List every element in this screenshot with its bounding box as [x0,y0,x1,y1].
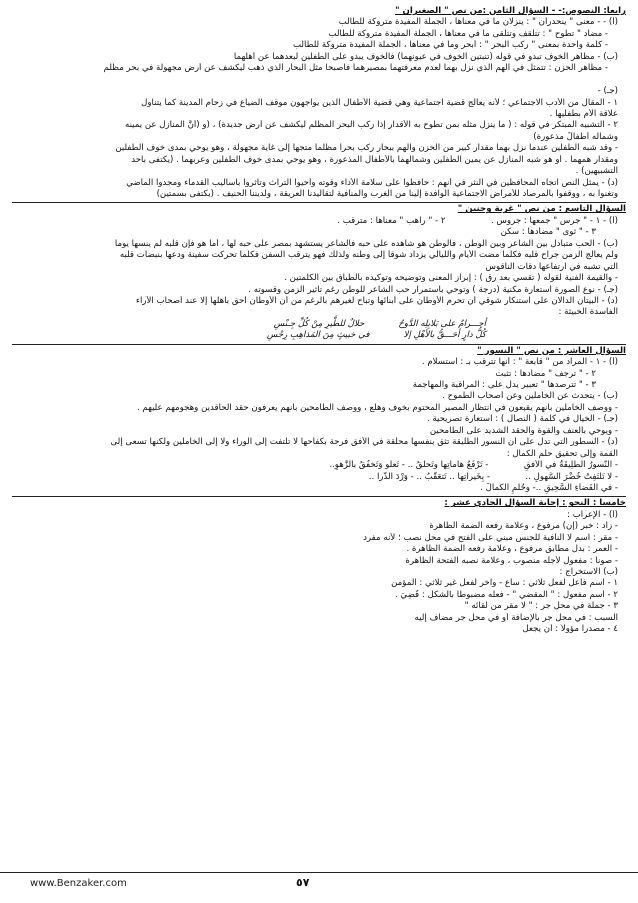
q10-line-1a: - النُّسورُ الطَّلِيقَةُ في الأفقِ [523,460,618,471]
q8-a2: - مضاد " تطوح " : تتلقف وتتلقى ما في معناها ، الجملة المفيدة متروكة للطالب [328,28,608,39]
q9-b3: التي تشبه في ارتفاعها دقات الناقوس [485,261,618,272]
q9-b1: (ب) - الحب متبادل بين الشاعر وبين الوطن ، فالوطن هو شاهده على حبه فالشاعر يستشهد بمصر على حبه لها ، أما هو فإن قلبه لم ينسها يوماً [114,238,618,249]
q8-a1: (أ) - - معنى " ينحدران " : ينزلان ما في معناها ، الجملة المفيدة متروكة للطالب [338,17,618,28]
grammar-a2: - مقر : اسم لا النافية للجنس مبني على الفتح في محل نصب ؛ لأنه مفرد [363,532,618,543]
q8-d1: (د) - يمثل النص اتجاه المحافظين في النثر في أنهم : حافظوا على سلامة الأداء وقوته وأحيوا التراث وتأثروا بأساليب القدماء ومجدوا الماضي [126,177,618,188]
grammar-b3: ٣ - جملة في محل جر : " لا مقر من لقائه " [464,601,618,612]
section-divider [12,496,626,497]
q10-line-3: - في الفَضاءِ السَّحِيقِ ..- وحُلْمِ الكَمالْ . [480,482,618,493]
q10-line-2 [12,472,626,483]
q9-d2: الفاسدة الخبيثة : [558,307,618,318]
q10-a3: ٣ - " تترصدها " تعبير يدل على : المراقبة والمهاجمة [412,380,596,390]
website-link[interactable]: www.Benzaker.com [30,878,127,889]
q10-title: السؤال العاشر : من نص " النسور " [477,345,626,356]
verse-line-1 [12,319,626,330]
grammar-a3: - العمر : بدل مطابق مرفوع ، وعلامة رفعه الضمة الظاهرة . [406,544,618,555]
q9-a1 [12,216,626,227]
q10-d1: (د) - السطور التي تدل على أن النسور الطليقة تثق بنفسها محلقة في الأفق فرحة بكفاحها لا تلتفت إلى الوراء ولا إلى الخاملين ولكنها تسعى إلى [110,437,618,448]
section-divider [12,202,626,203]
grammar-a-head: (أ) - الإعراب : [567,509,618,520]
spacer [12,75,626,86]
verse-1-second-hemistich: حلالٌ للطَّيرِ مِنْ كُلِّ جِـنْسِ [273,318,365,329]
grammar-b1: ١ - اسم فاعل لفعل ثلاثي : ساع - وآخر لفعل غير ثلاثي : المؤمن [391,578,618,589]
q10-d2: القمة وإلى تحقيق حلم الكمال : [506,448,618,459]
q9-b2: ولم يعالج الزمن جراح قلبه فكلما مضت الأيام والليالي يزداد شوقاً إلى وطنه ولذلك فهو يترقب السفن فكلما تحركت سفينة ودعها بنبضات قلبه [119,250,618,261]
q8-c1: ١ - المقال من الأدب الاجتماعي ؛ لأنه يعالج قضية اجتماعية وهي قضية الأطفال الذين يواجهون موقف الضياع في زحام المدينة كما يتناول [141,97,618,108]
q10-b2: - ووصف الخاملين بأنهم يقبعون في انتظار المصير المحتوم بخوف وهلع ، ووصف الطامحين بأنهم يعرفون حقد الحاقدين وهجومهم عليهم . [136,402,618,413]
page-content [12,6,626,636]
verse-2-second-hemistich: في خبيثٍ مِنَ المَذاهِبِ رِجْسِ [266,330,370,341]
q10-a2: ٢ - " ترجف " مضادها : تثبت [495,368,596,379]
q10-line-1b: - تَرْفَعُ هاماتِها وتَحلِّقُ .. - تَعلُو وَتَخفُقُ بالزَّهوِ.. [329,460,489,471]
q9-a1-part1: (أ) - ١ - " جرس " جمعها : جروس . [490,215,618,226]
q9-a2: ٣ - " ثوى " مضادها : سكن [500,227,596,238]
q8-d2: وتغنوا به ، ووقفوا بالمرصاد للأمراض الاجتماعية الوافدة إلينا من الغرب والمنافية لتقاليدنا العريقة ، ولديننا الحنيف . (يكتفى بسمتين) [156,189,618,199]
grammar-b-head: (ب) الاستخراج : [559,567,618,577]
q10-line-1 [12,460,626,471]
grammar-b4: السبب : في محل جر بالإضافة أو في محل جر مضاف إليه [414,612,618,623]
q8-c3c: التشبيهين) . [575,166,618,177]
q9-title: السؤال التاسع : من نص " غربة وحنين " [457,204,626,215]
q10-c2: - ويوحي بالعنف والقوة والحقد الشديد على الطامحين [429,425,618,436]
section-divider [12,344,626,345]
q10-c1: (جـ) - الخيال في كلمة ( النصال ) : استعارة تصريحية . [426,414,618,425]
verse-1-first-hemistich: أحـــرامٌ على بَلابِلِه الدَّوحُ [398,318,486,329]
q8-b2: - مظاهر الحزن : تتمثل في الهم الذي نزل بهما لعدم معرفتهما بمصيرهما فأصبحا مثل البحار الذي ذهب ليكشف عن أرض مجهولة في بحر مظلم [103,63,608,74]
q8-b1: (ب) - مظاهر الخوف تبدو في قوله (تنبتين الخوف في عيونهما) فالخوف يبدو على الطفلين لبعدهما عن أهلهما [233,51,618,62]
q8-c3b: ومقدار همهما . أو هو شبه المنازل عن يمين الطفلين وشمالهما بالأطفال المذعورة ، وهو يوحي بمدى خوف الطفلين وعربهما . (يكتفى بأحد [131,154,618,165]
grammar-b2: ٢ - اسم مفعول : " المقضي " - فعله مضبوطاً بالشكل : قُضِيَ . [394,589,618,600]
verse-2-first-hemistich: كُلُّ دارٍ أحَـــقُّ بالأهْلِ إلا [403,330,486,341]
q9-a1-part2: ٢ - " راهب " معناها : مترقب . [337,215,446,226]
grammar-a4: - صوناً : مفعول لأجله منصوب ، وعلامة نصبه الفتحة الظاهرة [405,555,618,566]
grammar-b5: ٤ - مصدراً مؤولاً : أن يجعل [522,624,618,635]
q8-a3: - كلمة واحدة بمعنى " ركب البحر " : أبحر وما في معناها ، الجملة المفيدة متروكة للطالب [292,40,608,51]
page-number: ٥٧ [296,876,310,889]
q10-line-2b: - بِخَيراتِها .. تَتعَقَّبُ .. - وَرْدَ الذُّرا .. [368,471,490,482]
verse-line-2 [12,330,626,341]
q10-line-2a: - لا تَلتَفِتُ خُضْرَ السُّهولِ .. [525,471,618,482]
q8-c3: - وقد شبه الطفلين عندما نزل بهما مقدار كبير من الحزن والهم ببحار ركب بحراً مظلماً متجهاً إلى غاية مجهولة ، وهو يوحي بمدى خوف الطفلين [115,143,618,154]
q9-d1: (د) - البيتان الدالان على استنكار شوقي أن تحرم الأوطان على أبنائها وتباح لغيرهم بالرغم من أن الأوطان أحق بأهلها إلا عند أصحاب الآراء [135,295,618,306]
grammar-title: خامساً : النحو : إجابة السؤال الحادي عشر : [444,498,626,509]
section-title-texts: رابعاً: النصوص:- - السؤال الثامن :من نص " الصغيران " [395,6,626,16]
q9-b4: - والقيمة الفنية لقوله ( تقسي بعد رق ) : إبراز المعنى وتوضيحه وتوكيده بالطباق بين الكلمتين . [284,273,618,284]
q8-c-head: (جـ) - [597,86,618,97]
page-footer [0,872,638,893]
q8-c2b: وشماله أطفالٌ مذعورة) [533,131,618,142]
grammar-a1: - زاد : خبر (إن) مرفوع ، وعلامة رفعه الضمة الظاهرة [429,521,618,532]
q10-a1: (أ) - ١ - المراد من " قابعة " : أنها تترقب بـ : استسلام . [421,357,618,368]
q10-b1: (ب) - يتحدث عن الخاملين وعن أصحاب الطموح . [442,391,618,402]
q8-c1b: علاقة الأم بطفليها . [549,108,618,119]
q9-c1: (جـ) - نوع الصورة استعارة مكنية (درجة ) وتوحي باستمرار حب الشاعر للوطن رغم تأثير الزمن وقسوته . [248,284,618,295]
q8-c2: ٢ - التشبيه المبتكر في قوله : ( ما ينزل مثله بمن تطوح به الأقدار إذا ركب البحر المظلم ليكشف عن أرض جديدة) ، (و (أنَّ المنازل عن يمينه [124,120,618,131]
